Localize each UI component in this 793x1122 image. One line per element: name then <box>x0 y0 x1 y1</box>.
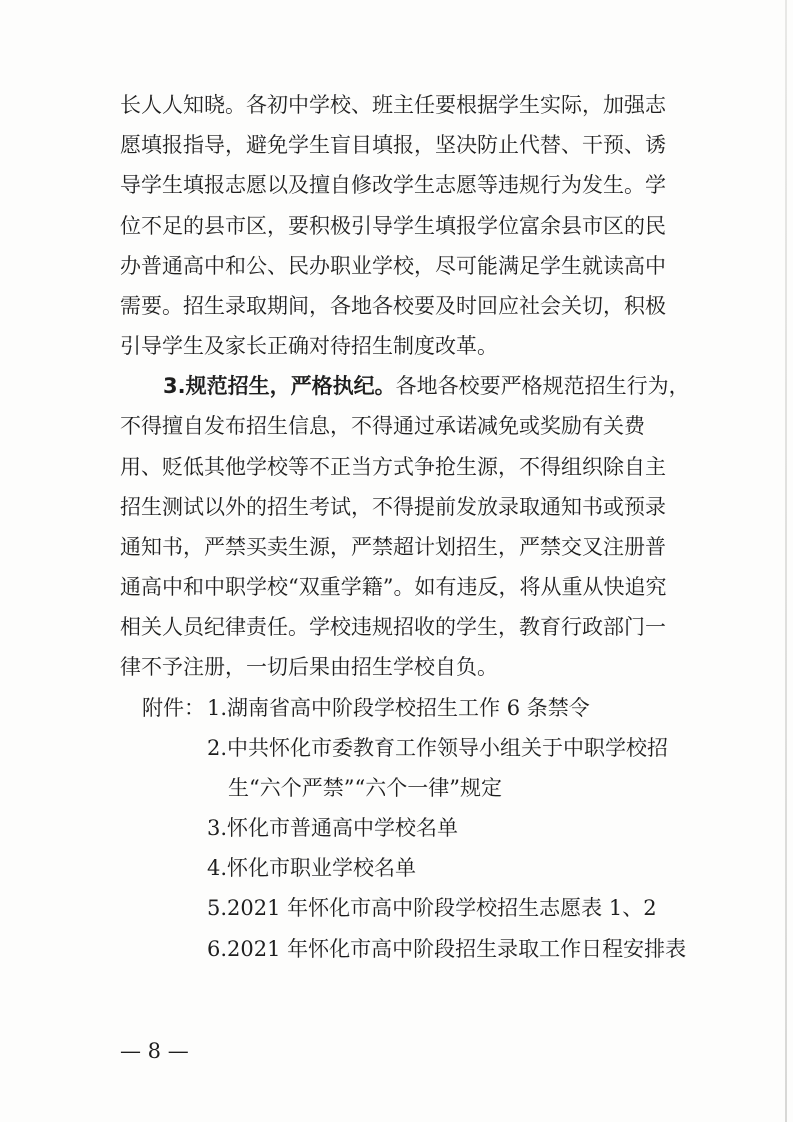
body-text-line: 通知书，严禁买卖生源，严禁超计划招生，严禁交叉注册普 <box>120 535 666 559</box>
section-first-line <box>163 371 690 401</box>
body-text-line: 用、贬低其他学校等不正当方式争抢生源，不得组织除自主 <box>120 455 666 479</box>
body-text-line: 不得擅自发布招生信息，不得通过承诺减免或奖励有关费 <box>120 414 645 438</box>
body-text-line: 相关人员纪律责任。学校违规招收的学生，教育行政部门一 <box>120 615 666 639</box>
body-text-line: 办普通高中和公、民办职业学校，尽可能满足学生就读高中 <box>120 254 666 278</box>
body-text-line: 引导学生及家长正确对待招生制度改革。 <box>120 334 498 358</box>
page-number: — 8 — <box>120 1039 189 1063</box>
attachment-item: 6.2021 年怀化市高中阶段招生录取工作日程安排表 <box>207 937 687 961</box>
body-text-line: 长人人知晓。各初中学校、班主任要根据学生实际，加强志 <box>120 93 666 117</box>
attachment-item: 4.怀化市职业学校名单 <box>207 856 417 880</box>
attachment-item-continued: 生“六个严禁”“六个一律”规定 <box>228 776 502 800</box>
page-edge-shadow <box>785 0 787 1122</box>
attachment-item: 2.中共怀化市委教育工作领导小组关于中职学校招 <box>207 736 669 760</box>
attachment-item: 5.2021 年怀化市高中阶段学校招生志愿表 1、2 <box>207 896 657 920</box>
body-text-line: 通高中和中职学校“双重学籍”。如有违反，将从重从快追究 <box>120 575 667 599</box>
attachment-item: 1.湖南省高中阶段学校招生工作 6 条禁令 <box>207 696 590 720</box>
body-text-line: 导学生填报志愿以及擅自修改学生志愿等违规行为发生。学 <box>120 173 666 197</box>
body-text-line: 律不予注册，一切后果由招生学校自负。 <box>120 655 498 679</box>
section-heading: 3.规范招生，严格执纪。 <box>163 374 396 398</box>
body-text-line: 招生测试以外的招生考试，不得提前发放录取通知书或预录 <box>120 495 666 519</box>
body-text: 各地各校要严格规范招生行为， <box>395 374 690 398</box>
attachments-label: 附件： <box>142 696 205 720</box>
attachment-item: 3.怀化市普通高中学校名单 <box>207 816 459 840</box>
body-text-line: 愿填报指导，避免学生盲目填报，坚决防止代替、干预、诱 <box>120 133 666 157</box>
body-text-line: 位不足的县市区，要积极引导学生填报学位富余县市区的民 <box>120 214 666 238</box>
body-text-line: 需要。招生录取期间，各地各校要及时回应社会关切，积极 <box>120 294 666 318</box>
